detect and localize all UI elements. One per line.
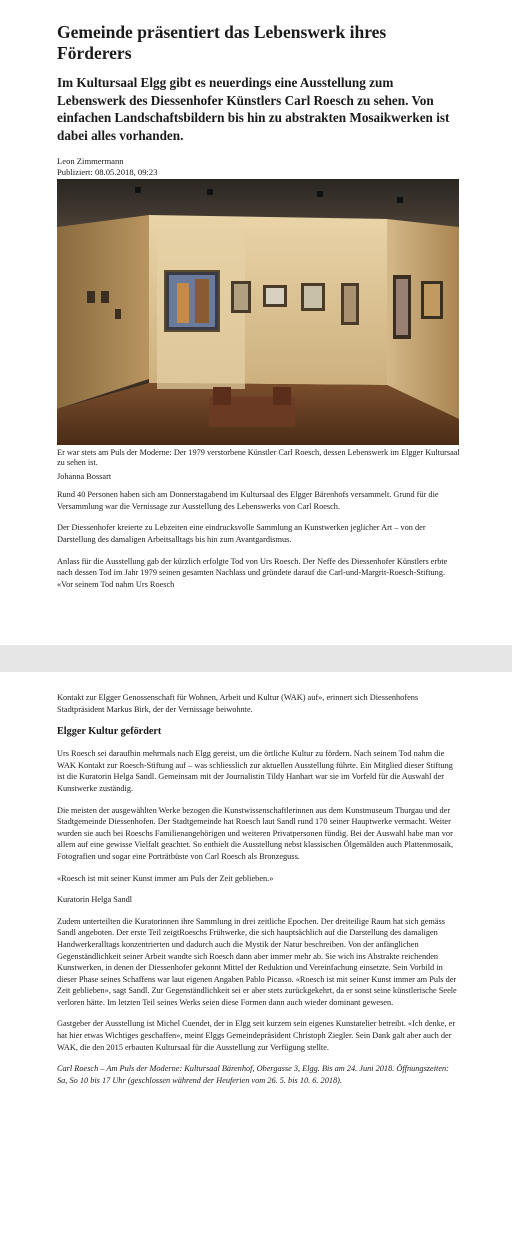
document-page-2: [0, 672, 512, 1256]
paragraph: Rund 40 Personen haben sich am Donnerstagabend im Kultursaal des Elgger Bärenhofs versammelt. Grund für die Versammlung war die Vernissage zur Ausstellung des Lebenswerks von Carl Roesch.: [57, 490, 439, 511]
exhibition-info: Carl Roesch – Am Puls der Moderne: Kultursaal Bärenhof, Obergasse 3, Elgg. Bis am 24. Juni 2018. Öffnungszeiten: Sa, So 10 bis 17 Uhr (geschlossen während der Heuferien vom 26. 5. bis 10. 6. 2018).: [57, 1064, 449, 1085]
article-title: Gemeinde präsentiert das Lebenswerk ihres Förderers: [57, 22, 387, 63]
gallery-photo: [57, 179, 459, 445]
image-credit: Johanna Bossart: [57, 471, 112, 481]
publish-date: Publiziert: 08.05.2018, 09:23: [57, 166, 158, 177]
author-name: Leon Zimmermann: [57, 156, 124, 166]
section-heading: Elgger Kultur gefördert: [57, 726, 162, 738]
paragraph: Gastgeber der Ausstellung ist Michel Cuendet, der in Elgg seit kurzem sein eigenes Kunstatelier betreibt. «Ich denke, er hat hier etwas Wichtiges geschaffen», meint Elggs Gemeindepräsident Christoph Ziegler. Sein Dank galt aber auch der WAK, die den 2015 erbauten Kultursaal für die Ausstellung zur Verfügung stellte.: [57, 1019, 456, 1052]
article-lead: Im Kultursaal Elgg gibt es neuerdings eine Ausstellung zum Lebenswerk des Diessenhofer Künstlers Carl Roesch zu sehen. Von einfachen Landschaftsbildern bis hin zu abstrakten Mosaikwerken ist dabei alles vorhanden.: [57, 75, 450, 143]
quote-attribution: Kuratorin Helga Sandl: [57, 895, 133, 905]
paragraph: Urs Roesch sei daraufhin mehrmals nach Elgg gereist, um die örtliche Kultur zu fördern. Nach seinem Tod nahm die WAK Kontakt zur Roesch-Stiftung auf – was schliesslich zur aktuellen Ausstellung führte. Ein Mitglied dieser Stiftung ist die Kuratorin Helga Sandl. Gemeinsam mit der Journalistin Tildy Hanhart war sie im Vorfeld für die Auswahl der Kunstwerke zuständig.: [57, 749, 453, 793]
paragraph: Anlass für die Ausstellung gab der kürzlich erfolgte Tod von Urs Roesch. Der Neffe des Diessenhofer Künstlers erbte nach dessen Tod im Jahr 1979 seinen gesamten Nachlass und gründete darauf die Carl-und-Margrit-Roesch-Stiftung. «Vor seinem Tod nahm Urs Roesch: [57, 556, 448, 589]
paragraph: Der Diessenhofer kreierte zu Lebzeiten eine eindrucksvolle Sammlung an Kunstwerken jeglicher Art – von der Darstellung des damaligen Arbeitsalltags bis hin zum Avantgardismus.: [57, 523, 426, 544]
paragraph: Zudem unterteilten die Kuratorinnen ihre Sammlung in drei zeitliche Epochen. Der dreiteilige Raum hat sich gemäss Sandl angeboten. Der erste Teil zeigtRoeschs Frühwerke, die sich hauptsächlich auf die Darstellung des damaligen Handwerkeralltags konzentrierten und dadurch auch die Mystik der Natur beschreiben. Von der anfänglichen Gegenständlichkeit seiner Arbeit wandte sich Roesch dann aber immer mehr ab. Sie wich ins Abstrakte reichenden Kunstwerken, in denen der Diessenhofer gekonnt Mittel der Reduktion und Vereinfachung einsetzte. Sein Vorbild in dieser Phase seines Schaffens war laut eigenen Angaben Pablo Picasso. «Roesch ist mit seiner Kunst immer am Puls der Zeit geblieben», sagt Sandl. Zur Gegenständlichkeit sei er aber stets zurückgekehrt, da er sonst seine künstlerische Seele verloren hätte. Im letzten Teil seines Werks seien diese Formen dann auch wieder dominant gewesen.: [57, 916, 457, 1007]
page-separator: [0, 645, 512, 672]
pull-quote: «Roesch ist mit seiner Kunst immer am Puls der Zeit geblieben.»: [57, 873, 274, 883]
image-caption: Er war stets am Puls der Moderne: Der 1979 verstorbene Künstler Carl Roesch, dessen Lebenswerk im Elgger Kultursaal zu sehen ist.: [57, 448, 460, 468]
paragraph: Kontakt zur Elgger Genossenschaft für Wohnen, Arbeit und Kultur (WAK) auf», erinnert sich Diessenhofens Stadtpräsident Markus Birk, der der Vernissage beiwohnte.: [57, 693, 419, 714]
paragraph: Die meisten der ausgewählten Werke bezogen die Kunstwissenschaftlerinnen aus dem Kunstmuseum Thurgau und der Stadtgemeinde Diessenhofen. Der Stadtgemeinde hat Roesch laut Sandl rund 170 seiner Hauptwerke vermacht. Weiter wurden sie auch bei Roeschs Familienangehörigen und weiteren Privatpersonen fündig. Bei der Auswahl habe man vor allem auf eine gewisse Vielfalt geachtet. So enthielt die Ausstellung nebst klassischen Ölgemälden auch Plattenmosaik, Fotografien und sogar eine Porträtbüste von Carl Roesch als Bronzeguss.: [57, 805, 454, 861]
